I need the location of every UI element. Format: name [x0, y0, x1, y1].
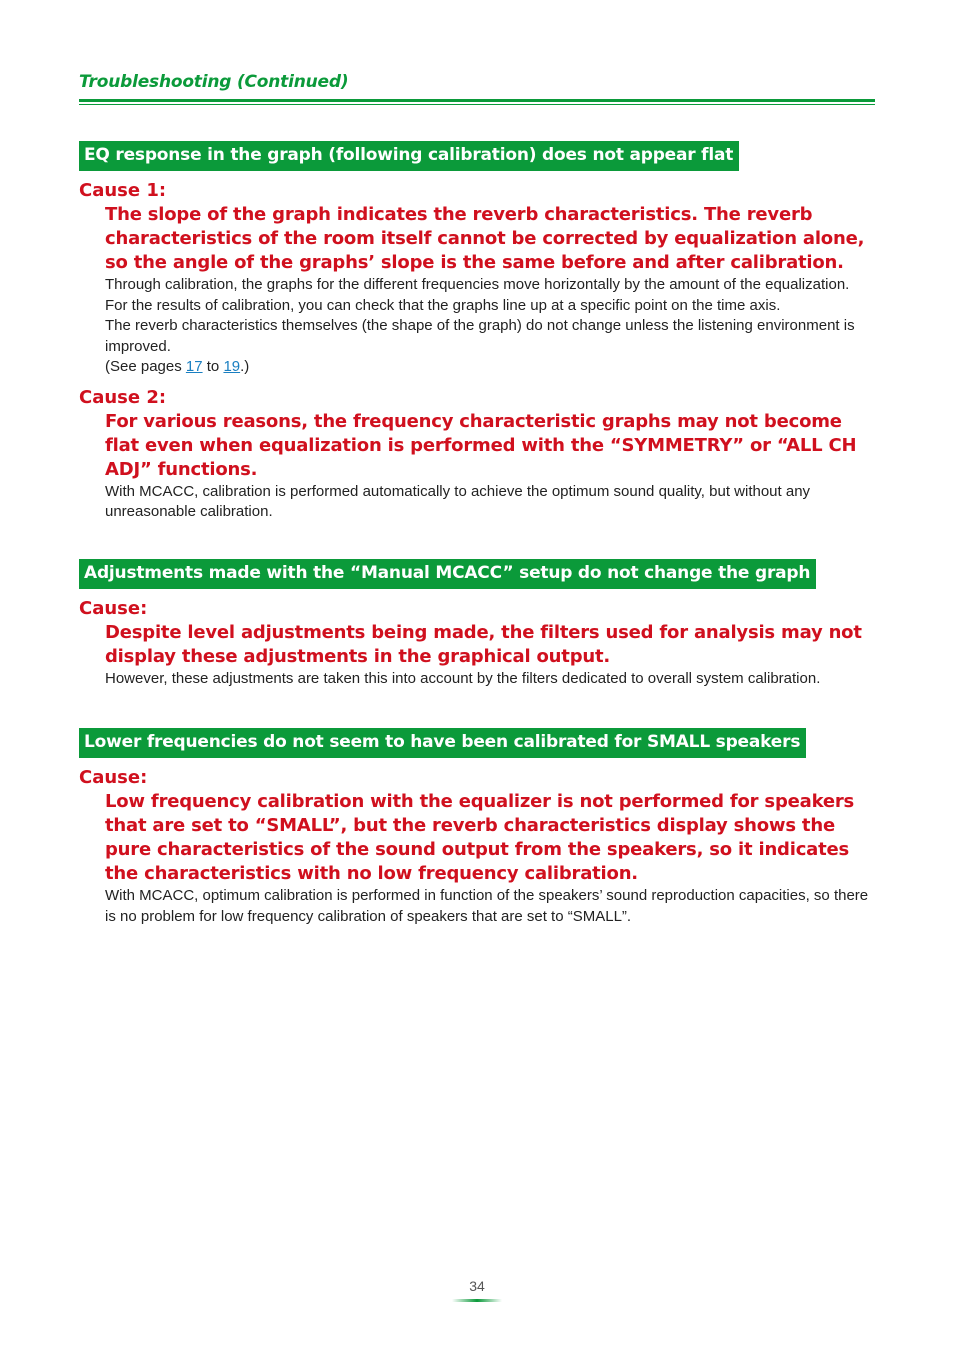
section-banner: Lower frequencies do not seem to have been calibrated for SMALL speakers	[79, 728, 806, 758]
section-banner: Adjustments made with the “Manual MCACC” setup do not change the graph	[79, 559, 816, 589]
cause-heading: The slope of the graph indicates the reverb characteristics. The reverb characteristics of the room itself cannot be corrected by equalization alone, so the angle of the graphs’ slope is the same before and after calibration.	[105, 204, 865, 273]
cause-label: Cause 1:	[79, 180, 167, 201]
cause-label: Cause:	[79, 767, 148, 788]
section-small-speakers	[79, 728, 875, 927]
page-link-17[interactable]: 17	[185, 358, 203, 375]
see-prefix: (See pages	[105, 358, 186, 375]
page-number: 34	[469, 1278, 485, 1294]
page-link-19[interactable]: 19	[223, 358, 241, 375]
page-header-title: Troubleshooting (Continued)	[79, 72, 349, 92]
cause-body: However, these adjustments are taken this into account by the filters dedicated to overall system calibration.	[105, 670, 821, 687]
cause-label: Cause:	[79, 598, 148, 619]
see-suffix: .)	[240, 358, 250, 375]
cause-label: Cause 2:	[79, 386, 167, 408]
header-rule	[79, 99, 875, 102]
cause-body: Through calibration, the graphs for the different frequencies move horizontally by the amount of the equalization. For the results of calibration, you can check that the graphs line up at a specific point on the time axis.	[105, 276, 850, 314]
cause-heading: Despite level adjustments being made, the filters used for analysis may not display these adjustments in the graphical output.	[105, 622, 862, 667]
section-banner: EQ response in the graph (following calibration) does not appear flat	[79, 141, 739, 171]
see-pages-note	[105, 357, 875, 378]
page-number-swoosh	[452, 1299, 502, 1302]
section-eq-response	[79, 141, 875, 523]
cause-body: The reverb characteristics themselves (the shape of the graph) do not change unless the listening environment is improved.	[105, 317, 855, 355]
cause-heading: Low frequency calibration with the equalizer is not performed for speakers that are set to “SMALL”, but the reverb characteristics display shows the pure characteristics of the sound output from the speakers, so it indicates the characteristics with no low frequency calibration.	[105, 791, 855, 884]
see-mid: to	[202, 358, 224, 375]
cause-heading: For various reasons, the frequency characteristic graphs may not become flat even when equalization is performed with the “SYMMETRY” or “ALL CH ADJ” functions.	[105, 410, 857, 480]
section-manual-mcacc	[79, 559, 875, 690]
cause-body: With MCACC, optimum calibration is performed in function of the speakers’ sound reproduction capacities, so there is no problem for low frequency calibration of speakers that are set to “SMALL”.	[105, 887, 869, 925]
header-rule-thin	[79, 104, 875, 105]
cause-body: With MCACC, calibration is performed automatically to achieve the optimum sound quality, but without any unreasonable calibration.	[105, 482, 811, 520]
